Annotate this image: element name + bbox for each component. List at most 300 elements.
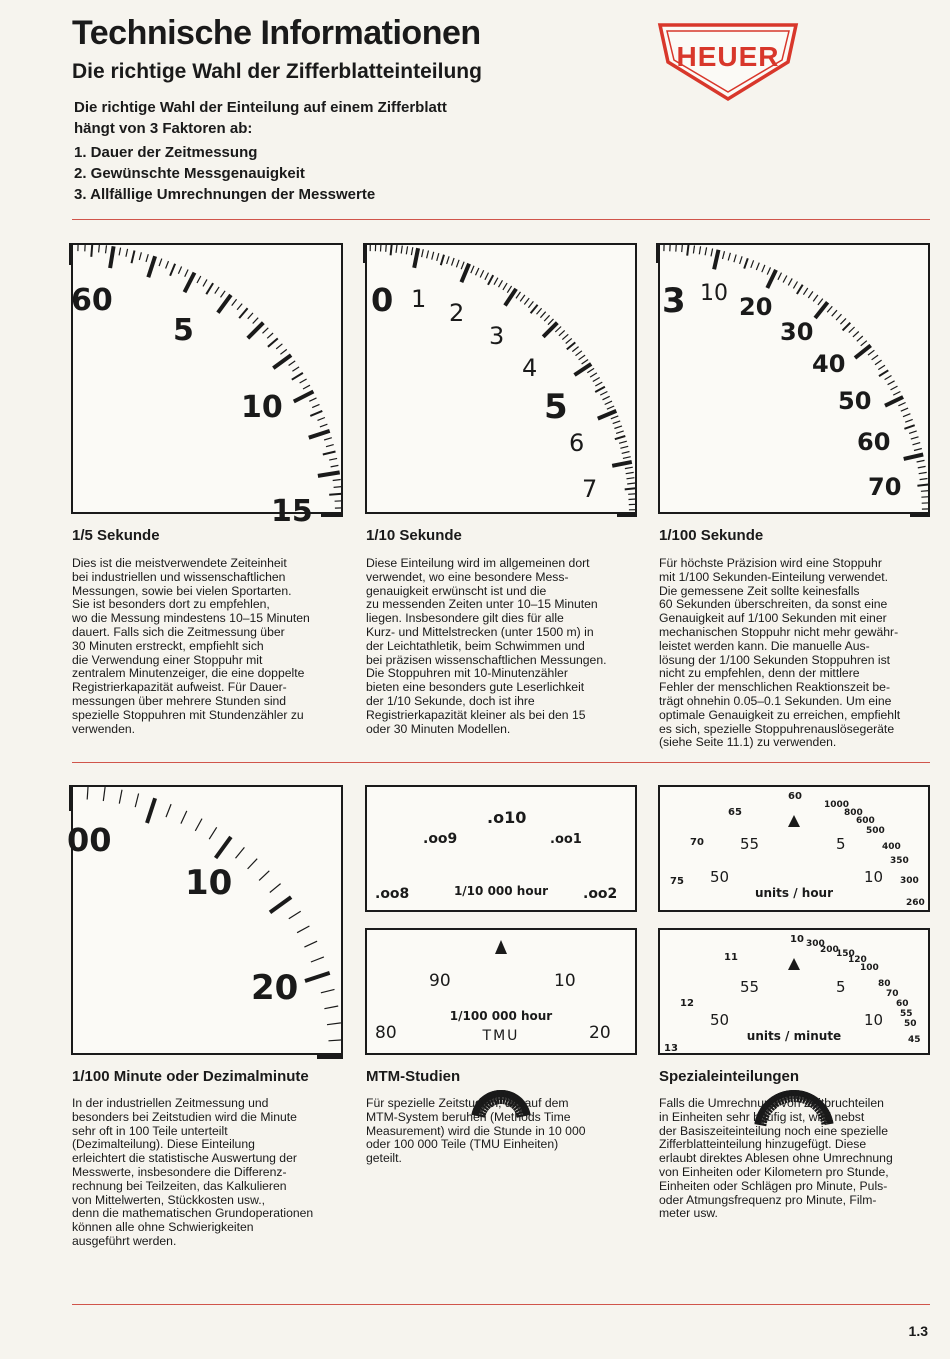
dial-label: 500 [866,826,885,836]
dial-label: 200 [820,945,839,955]
text-line: erlaubt direktes Ablesen ohne Umrechnung [659,1151,893,1166]
scale-tick [159,259,162,267]
scale-tick [620,446,628,448]
scale-tick [447,256,450,264]
scale-tick [914,449,922,451]
dial-label: 70 [868,473,902,501]
dial-label: 75 [670,876,684,887]
text-line: Dies ist die meistverwendete Zeiteinheit [72,556,287,570]
scale-tick [751,260,754,268]
divider [72,762,930,763]
scale-tick [248,323,263,339]
scale-tick [197,276,201,283]
scale-tick [611,416,619,419]
dial-label: .o10 [487,808,527,827]
dial-label: .oo2 [583,886,618,902]
scale-tick [840,318,846,324]
dial-label: 260 [906,898,925,908]
scale-tick [323,452,336,455]
text-line: bieten eine besonders gute Leserlichkeit [366,680,585,695]
dial-label: 55 [740,835,760,853]
scale-tick [619,441,627,443]
scale-tick [239,308,247,318]
dial-face [367,930,635,1053]
scale-tick [762,265,765,272]
pointer-triangle [495,940,507,954]
scale-tick [734,255,736,263]
scale-tick [832,310,837,316]
dial-label: 800 [844,808,863,818]
scale-tick [566,338,572,343]
scale-tick [603,396,610,400]
scale-tick [218,295,231,313]
scale-tick [209,827,217,839]
page-title: Technische Informationen [72,14,481,52]
scale-tick [503,283,507,290]
text-line: der 1/10 Sekunde, doch ist ihre [366,693,535,708]
scale-tick [878,365,885,369]
text-line: Einheiten oder Schlägen pro Minute, Puls- [659,1178,888,1193]
scale-tick [728,253,730,261]
scale-tick [289,361,296,366]
text-line: wo die Messung mindestens 10–15 Minuten [72,611,310,626]
dial-label: 350 [890,856,909,866]
scale-tick [488,275,493,285]
scale-tick [613,421,621,424]
section-body [659,1097,935,1221]
text-line: lösung der 1/100 Sekunden Stoppuhren ist [659,652,891,667]
text-line: von Einheiten oder Kilometern pro Stunde, [659,1164,889,1179]
scale-tick [99,245,100,253]
text-line: Die gemessene Zeit sollte keinesfalls [659,583,860,598]
scale-tick [485,273,489,280]
scale-tick [476,268,479,275]
text-line: der Leichtathletik, beim Schwimmen und [366,638,585,653]
page-number: 1.3 [908,1323,928,1339]
scale-tick [309,398,316,401]
scale-tick [311,957,324,962]
intro-line: Die richtige Wahl der Einteilung auf einem Zifferblatt [74,99,447,116]
text-line: liegen. Insbesondere gilt dies für alle [366,611,564,626]
scale-tick [913,443,921,445]
scale-tick [579,355,586,360]
dial-label: 300 [806,939,825,949]
dial-label: 0 [371,281,394,319]
text-line: In der industriellen Zeitmessung und [72,1096,269,1110]
text-line: Zifferblatteinteilung hinzugefügt. Diese [659,1137,867,1152]
dial-label: 15 [271,494,313,529]
dial-label: 10 [241,390,283,425]
scale-tick [170,264,175,276]
text-line: ausgeführt werden. [72,1233,177,1248]
scale-tick [921,491,929,492]
logo-text: HEUER [676,41,780,72]
dial-center-label: 1/10 000 hour [453,884,549,898]
text-line: besonders bei Zeitstudien wird die Minute [72,1109,297,1124]
text-line: von Mittelwerten, Stückkosten usw., [72,1192,266,1207]
text-line: denn die mathematischen Grundoperationen [72,1206,314,1221]
dial-label: 6 [569,429,585,457]
text-line: Registrierkapazität kleiner als bei den 15 [366,707,586,722]
section-body [366,557,642,736]
scale-tick [267,333,273,338]
text-line: können alle ohne Schwierigkeiten [72,1220,254,1235]
scale-tick [148,256,155,277]
scale-tick [582,360,589,365]
scale-tick [740,256,743,264]
scale-tick [270,884,281,893]
dial-label: 20 [739,293,773,321]
scale-tick [625,467,633,468]
text-line: (siehe Seite 11.1) zu verwenden. [659,735,837,750]
scale-tick [270,897,291,912]
text-line: geteilt. [366,1151,402,1166]
dial-label: 11 [724,952,738,963]
scale-tick [139,252,141,260]
scale-tick [595,382,602,386]
scale-tick [181,811,187,824]
scale-tick [331,465,339,467]
scale-tick [575,364,592,375]
scale-tick [879,370,888,376]
text-line: leistet werden kann. Die manuelle Aus- [659,638,870,653]
scale-tick [185,273,195,293]
dial-label: 2 [449,299,465,327]
scale-tick [827,306,832,312]
dial-label: 12 [680,998,694,1009]
scale-tick [861,341,867,346]
scale-tick [206,283,213,294]
scale-tick [303,385,310,389]
scale-tick [885,376,892,380]
intro-line: hängt von 3 Faktoren ab: [74,120,253,137]
scale-tick [576,351,582,356]
dial-label: 55 [740,978,760,996]
scale-tick [595,387,605,392]
text-line: oder Atmungsfrequenz pro Minute, Film- [659,1192,877,1207]
scale-tick [699,246,700,254]
scale-tick [381,244,382,252]
scale-tick [600,392,607,396]
scale-tick [406,246,407,254]
scale-tick [524,298,529,304]
scale-tick [326,445,334,447]
scale-tick [723,251,725,259]
dial-face [660,245,928,512]
scale-tick [605,401,612,404]
page-subtitle: Die richtige Wahl der Zifferblatteinteilung [72,60,482,83]
scale-tick [901,408,908,411]
scale-tick [849,327,855,333]
scale-tick [87,786,88,800]
scale-tick [499,280,503,287]
scale-tick [705,247,707,255]
dial-label: 50 [838,387,872,415]
text-line: Measurement) wird die Stunde in 10 000 [366,1123,586,1138]
scale-tick [537,308,542,314]
dial-mtm-tmu [365,928,637,1055]
scale-tick [711,249,713,257]
dial-label: 65 [728,807,742,818]
scale-tick [432,252,434,260]
text-line: genauigkeit erwünscht ist und die [366,583,547,598]
dial-face [660,787,928,910]
scale-tick [411,247,412,255]
text-line: Für spezielle Zeitstudien, die auf dem [366,1096,569,1110]
dial-label: 60 [71,283,113,318]
scale-tick [628,494,636,495]
scale-tick [905,419,913,422]
factor-item: 3. Allfällige Umrechnungen der Messwerte [74,186,376,203]
scale-tick [676,244,677,252]
dial-fifth-second [71,243,343,529]
scale-tick [195,819,202,831]
divider [72,219,930,220]
scale-tick [461,262,464,270]
dial-units-hour [658,785,930,912]
scale-tick [898,403,905,406]
scale-tick [917,485,928,486]
scale-tick [540,312,545,318]
text-line: Die Stoppuhren mit 10-Minutenzähler [366,666,568,681]
section-caption: 1/100 Minute oder Dezimalminute [72,1068,309,1085]
text-line: mechanischen Stoppuhr nicht mehr gewähr- [659,624,899,639]
scale-tick [918,466,926,468]
dial-label: 20 [251,968,299,1008]
text-line: zentralem Minutenzeiger, die eine doppelte [72,666,305,681]
scale-tick [147,798,155,823]
scale-tick [309,431,330,438]
scale-tick [562,334,568,339]
scale-tick [756,263,759,270]
scale-tick [329,1040,343,1041]
scale-tick [682,244,683,252]
dial-label: 4 [522,354,538,382]
text-line: der Basiszeiteinteilung noch eine spezielle [659,1123,888,1138]
scale-tick [627,483,635,484]
text-line: Genauigkeit auf 1/100 Sekunden mit einer [659,611,887,626]
scale-tick [623,457,631,459]
scale-tick [714,250,718,269]
scale-tick [248,859,258,869]
scale-tick [178,267,181,274]
scale-tick [135,794,138,808]
scale-tick [567,342,576,349]
dial-center-label: 1/100 000 hour [449,1009,553,1023]
scale-tick [627,478,635,479]
dial-label: 80 [878,979,891,989]
scale-tick [543,323,557,337]
dial-label: 5 [544,387,568,427]
dial-label: 60 [788,791,802,802]
dial-label: 3 [489,322,505,350]
section-caption: MTM-Studien [366,1068,461,1085]
section-caption: Spezialeinteilungen [659,1068,800,1085]
scale-tick [268,338,278,346]
scale-tick [312,404,319,407]
text-line: meter usw. [659,1206,718,1221]
text-line: zu messenden Zeiten unter 10–15 Minuten [366,597,598,612]
scale-tick [904,455,924,459]
dial-units-minute [658,928,930,1055]
scale-tick [401,246,402,254]
scale-tick [559,330,565,335]
scale-tick [803,288,807,295]
scale-tick [166,261,169,268]
text-line: mit 1/100 Sekunden-Einteilung verwendet. [659,569,888,584]
scale-tick [616,431,624,434]
scale-tick [507,286,511,293]
scale-tick [614,426,622,429]
dial-label: 50 [904,1019,917,1029]
dial-hundredth-second [658,243,930,514]
scale-tick [427,251,429,259]
pointer-triangle [788,958,800,970]
scale-tick [259,871,269,881]
scale-tick [843,323,851,331]
text-line: verwendet, wo eine besondere Mess- [366,569,569,584]
scale-tick [386,244,387,252]
scale-tick [744,258,748,268]
scale-tick [544,315,549,321]
scale-tick [788,278,792,285]
scale-tick [215,287,219,294]
dial-label: 1000 [824,800,850,810]
dial-label: .oo8 [375,886,410,902]
scale-tick [276,344,282,349]
scale-tick [396,245,397,253]
scale-tick [612,462,632,466]
scale-tick [808,291,813,298]
text-line: Falls die Umrechnung von Zeitbruchteilen [659,1096,884,1110]
dial-face [71,245,341,529]
dial-label: .oo1 [550,832,582,847]
scale-tick [119,248,121,256]
dial-label: .oo9 [423,831,458,847]
text-line: 60 Sekunden überschreiten, da sonst eine [659,597,888,612]
scale-tick [103,787,105,801]
intro-text [74,97,594,139]
text-line: trägt ohnehin 0.05–0.1 Sekunden. Um eine [659,693,892,708]
scale-tick [132,251,135,264]
text-line: in Einheiten sehr häufig ist, wird nebst [659,1109,865,1124]
dial-label: 10 [554,971,576,991]
section-body [659,557,935,750]
scale-tick [300,379,307,383]
section-caption: 1/10 Sekunde [366,527,462,544]
scale-tick [333,480,341,481]
dial-label: 5 [836,978,846,996]
scale-tick [289,911,301,919]
scale-tick [391,244,392,255]
scale-tick [920,479,928,480]
scale-tick [793,282,797,289]
dial-face [367,245,635,512]
dial-label: 40 [812,350,846,378]
scale-tick [327,1023,341,1025]
dial-label: 60 [857,428,891,456]
text-line: dauert. Falls sich die Zeitmessung über [72,624,285,639]
scale-tick [452,258,455,266]
scale-tick [232,299,237,305]
scale-tick [590,373,597,377]
dial-label: 50 [710,868,730,886]
scale-tick [441,255,444,266]
dial-label: 50 [710,1011,730,1029]
scale-tick [555,327,561,333]
scale-tick [414,248,418,268]
scale-tick [615,436,626,439]
dial-label: 10 [864,1011,884,1029]
text-line: bei präzisen wissenschaftlichen Messungen. [366,652,607,667]
heuer-logo [657,22,799,102]
scale-tick [456,260,459,268]
scale-tick [310,411,322,416]
scale-tick [813,295,818,302]
scale-tick [888,381,895,385]
section-body [72,1097,348,1249]
scale-tick [106,245,107,253]
dial-label: 1 [411,285,427,313]
scale-tick [891,386,898,390]
scale-tick [185,270,188,277]
scale-tick [146,254,148,262]
scale-tick [253,318,259,324]
text-line: rechnung bei Teilzeiten, das Kalkulieren [72,1178,287,1193]
dial-label: 300 [900,876,919,886]
scale-tick [304,941,317,947]
dial-sub-label: TMU [482,1028,520,1044]
divider [72,1304,930,1305]
scale-tick [321,989,335,992]
text-line: Kurz- und Mittelstrecken (unter 1500 m) in [366,624,594,639]
text-line: sehr oft in 100 Teile unterteilt [72,1123,228,1138]
section-caption: 1/100 Sekunde [659,527,764,544]
scale-tick [324,438,332,440]
scale-tick [237,304,242,310]
scale-tick [783,276,787,283]
scale-tick [324,1006,338,1009]
scale-tick [166,804,171,817]
scale-tick [593,378,600,382]
factor-item: 2. Gewünschte Messgenauigkeit [74,165,305,182]
text-line: oder 100 000 Teile (TMU Einheiten) [366,1137,559,1152]
dial-label: 80 [375,1023,397,1043]
text-line: messungen über mehrere Stunden sind [72,693,287,708]
scale-tick [607,406,614,409]
scale-tick [422,249,424,257]
dial-face [67,787,341,1053]
dial-face [367,787,635,910]
scale-tick [548,319,554,325]
scale-tick [818,299,823,305]
dial-label: 45 [908,1035,921,1045]
scale-tick [329,494,342,495]
scale-tick [855,345,871,358]
dial-label: 30 [780,318,814,346]
scale-tick [305,973,330,981]
dial-label: 70 [886,989,899,999]
scale-tick [329,458,337,460]
text-line: Registrierkapazität aufweist. Für Dauer- [72,680,287,695]
scale-tick [815,302,828,318]
scale-tick [494,278,498,285]
scale-tick [334,487,342,488]
text-line: MTM-System beruhen (Methods Time [366,1109,571,1124]
text-line: erleichtert die statistische Auswertung der [72,1151,297,1166]
scale-tick [292,367,299,371]
factor-item: 1. Dauer der Zeitmessung [74,144,258,161]
